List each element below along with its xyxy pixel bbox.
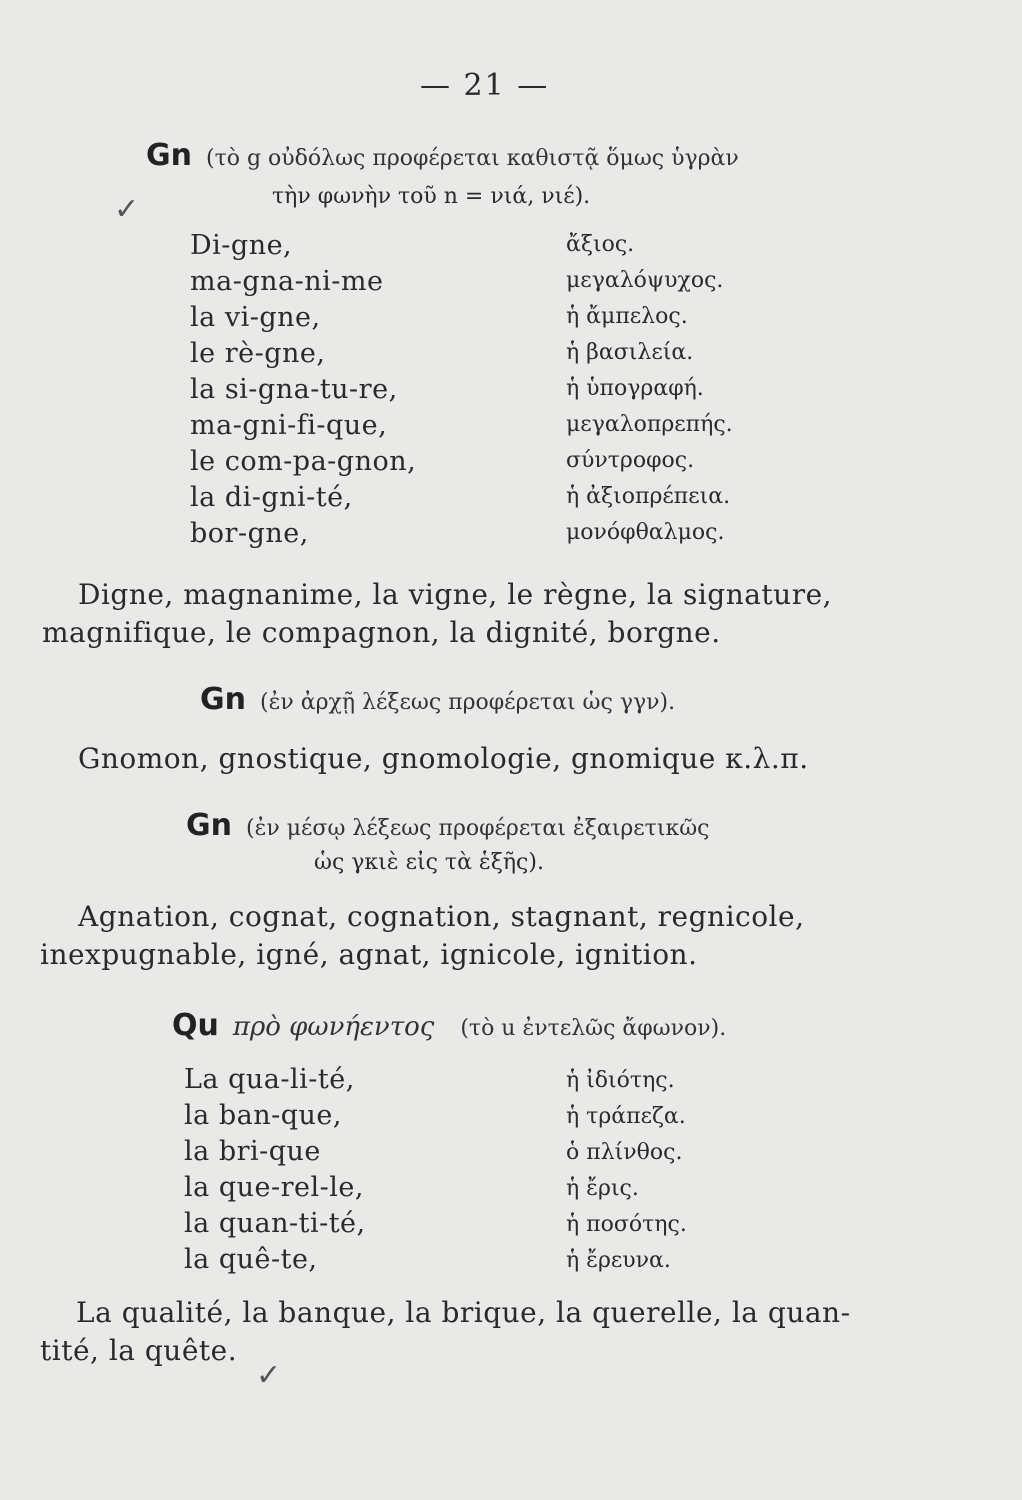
section4-summary-line2: tité, la quête. [40,1334,238,1367]
vocab-french: ma-gni-fi-que, [190,410,388,441]
vocab-french: la vi-gne, [190,302,321,333]
vocab-greek: σύντροφος. [566,448,695,473]
section2-label: Gn [200,682,246,717]
section3-label: Gn [186,808,232,843]
vocab-greek: ἡ βασιλεία. [566,340,694,365]
vocab-french: bor-gne, [190,518,309,549]
section1-heading [146,138,739,173]
vocab-greek: ἡ ποσότης. [566,1212,687,1237]
vocab-french: la quê-te, [184,1244,318,1275]
margin-check-mark-2: ✓ [256,1358,282,1393]
vocab-french: La qua-li-té, [184,1064,355,1095]
vocab-greek: ἡ ὑπογραφή. [566,376,704,401]
vocab-greek: ἡ ἔρις. [566,1176,639,1201]
section1-summary-line1: Digne, magnanime, la vigne, le règne, la signature, [78,578,833,611]
section3-note-line1: (ἐν μέσῳ λέξεως προφέρεται ἐξαιρετικῶς [245,816,710,841]
section4-note: (τὸ u ἐντελῶς ἄφωνον). [460,1016,727,1041]
section2-heading [200,682,675,717]
section3-examples-line1: Agnation, cognat, cognation, stagnant, regnicole, [78,900,805,933]
vocab-greek: ὁ πλίνθος. [566,1140,683,1165]
vocab-greek: μεγαλοπρεπής. [566,412,733,437]
vocab-french: la si-gna-tu-re, [190,374,398,405]
margin-check-mark-1: ✓ [114,192,140,227]
page-number: — 21 — [420,68,550,103]
section4-heading [172,1008,726,1043]
vocab-greek: ἡ ἰδιότης. [566,1068,675,1093]
vocab-greek: ἡ ἔρευνα. [566,1248,671,1273]
vocab-greek: ἡ ἀξιοπρέπεια. [566,484,731,509]
vocab-greek: ἡ ἄμπελος. [566,304,688,329]
section1-note-line1: (τὸ g οὐδόλως προφέρεται καθιστᾷ ὅμως ὑγρὰν [205,146,739,171]
section3-note-line2: ὡς γκιὲ εἰς τὰ ἑξῆς). [314,850,544,875]
vocab-greek: μονόφθαλμος. [566,520,725,545]
vocab-french: la bri-que [184,1136,321,1167]
section1-note-line2: τὴν φωνὴν τοῦ n = νιά, νιέ). [272,184,591,209]
vocab-french: la di-gni-té, [190,482,353,513]
vocab-greek: ἄξιος. [566,232,635,257]
vocab-french: ma-gna-ni-me [190,266,384,297]
section4-subtitle: πρὸ φωνήεντος [232,1012,435,1042]
section2-examples: Gnomon, gnostique, gnomologie, gnomique κ.λ.π. [78,742,809,775]
section1-label: Gn [146,138,192,173]
section3-heading [186,808,709,843]
vocab-french: la que-rel-le, [184,1172,364,1203]
section4-label: Qu [172,1008,219,1043]
vocab-french: le rè-gne, [190,338,326,369]
vocab-greek: μεγαλόψυχος. [566,268,724,293]
vocab-french: Di-gne, [190,230,293,261]
vocab-french: la ban-que, [184,1100,342,1131]
section1-summary-line2: magnifique, le compagnon, la dignité, borgne. [42,616,721,649]
vocab-greek: ἡ τράπεζα. [566,1104,686,1129]
section2-note: (ἐν ἀρχῇ λέξεως προφέρεται ὡς γγν). [259,690,676,715]
section3-examples-line2: inexpugnable, igné, agnat, ignicole, ignition. [40,938,698,971]
vocab-french: la quan-ti-té, [184,1208,366,1239]
section4-summary-line1: La qualité, la banque, la brique, la querelle, la quan- [76,1296,851,1329]
vocab-french: le com-pa-gnon, [190,446,417,477]
